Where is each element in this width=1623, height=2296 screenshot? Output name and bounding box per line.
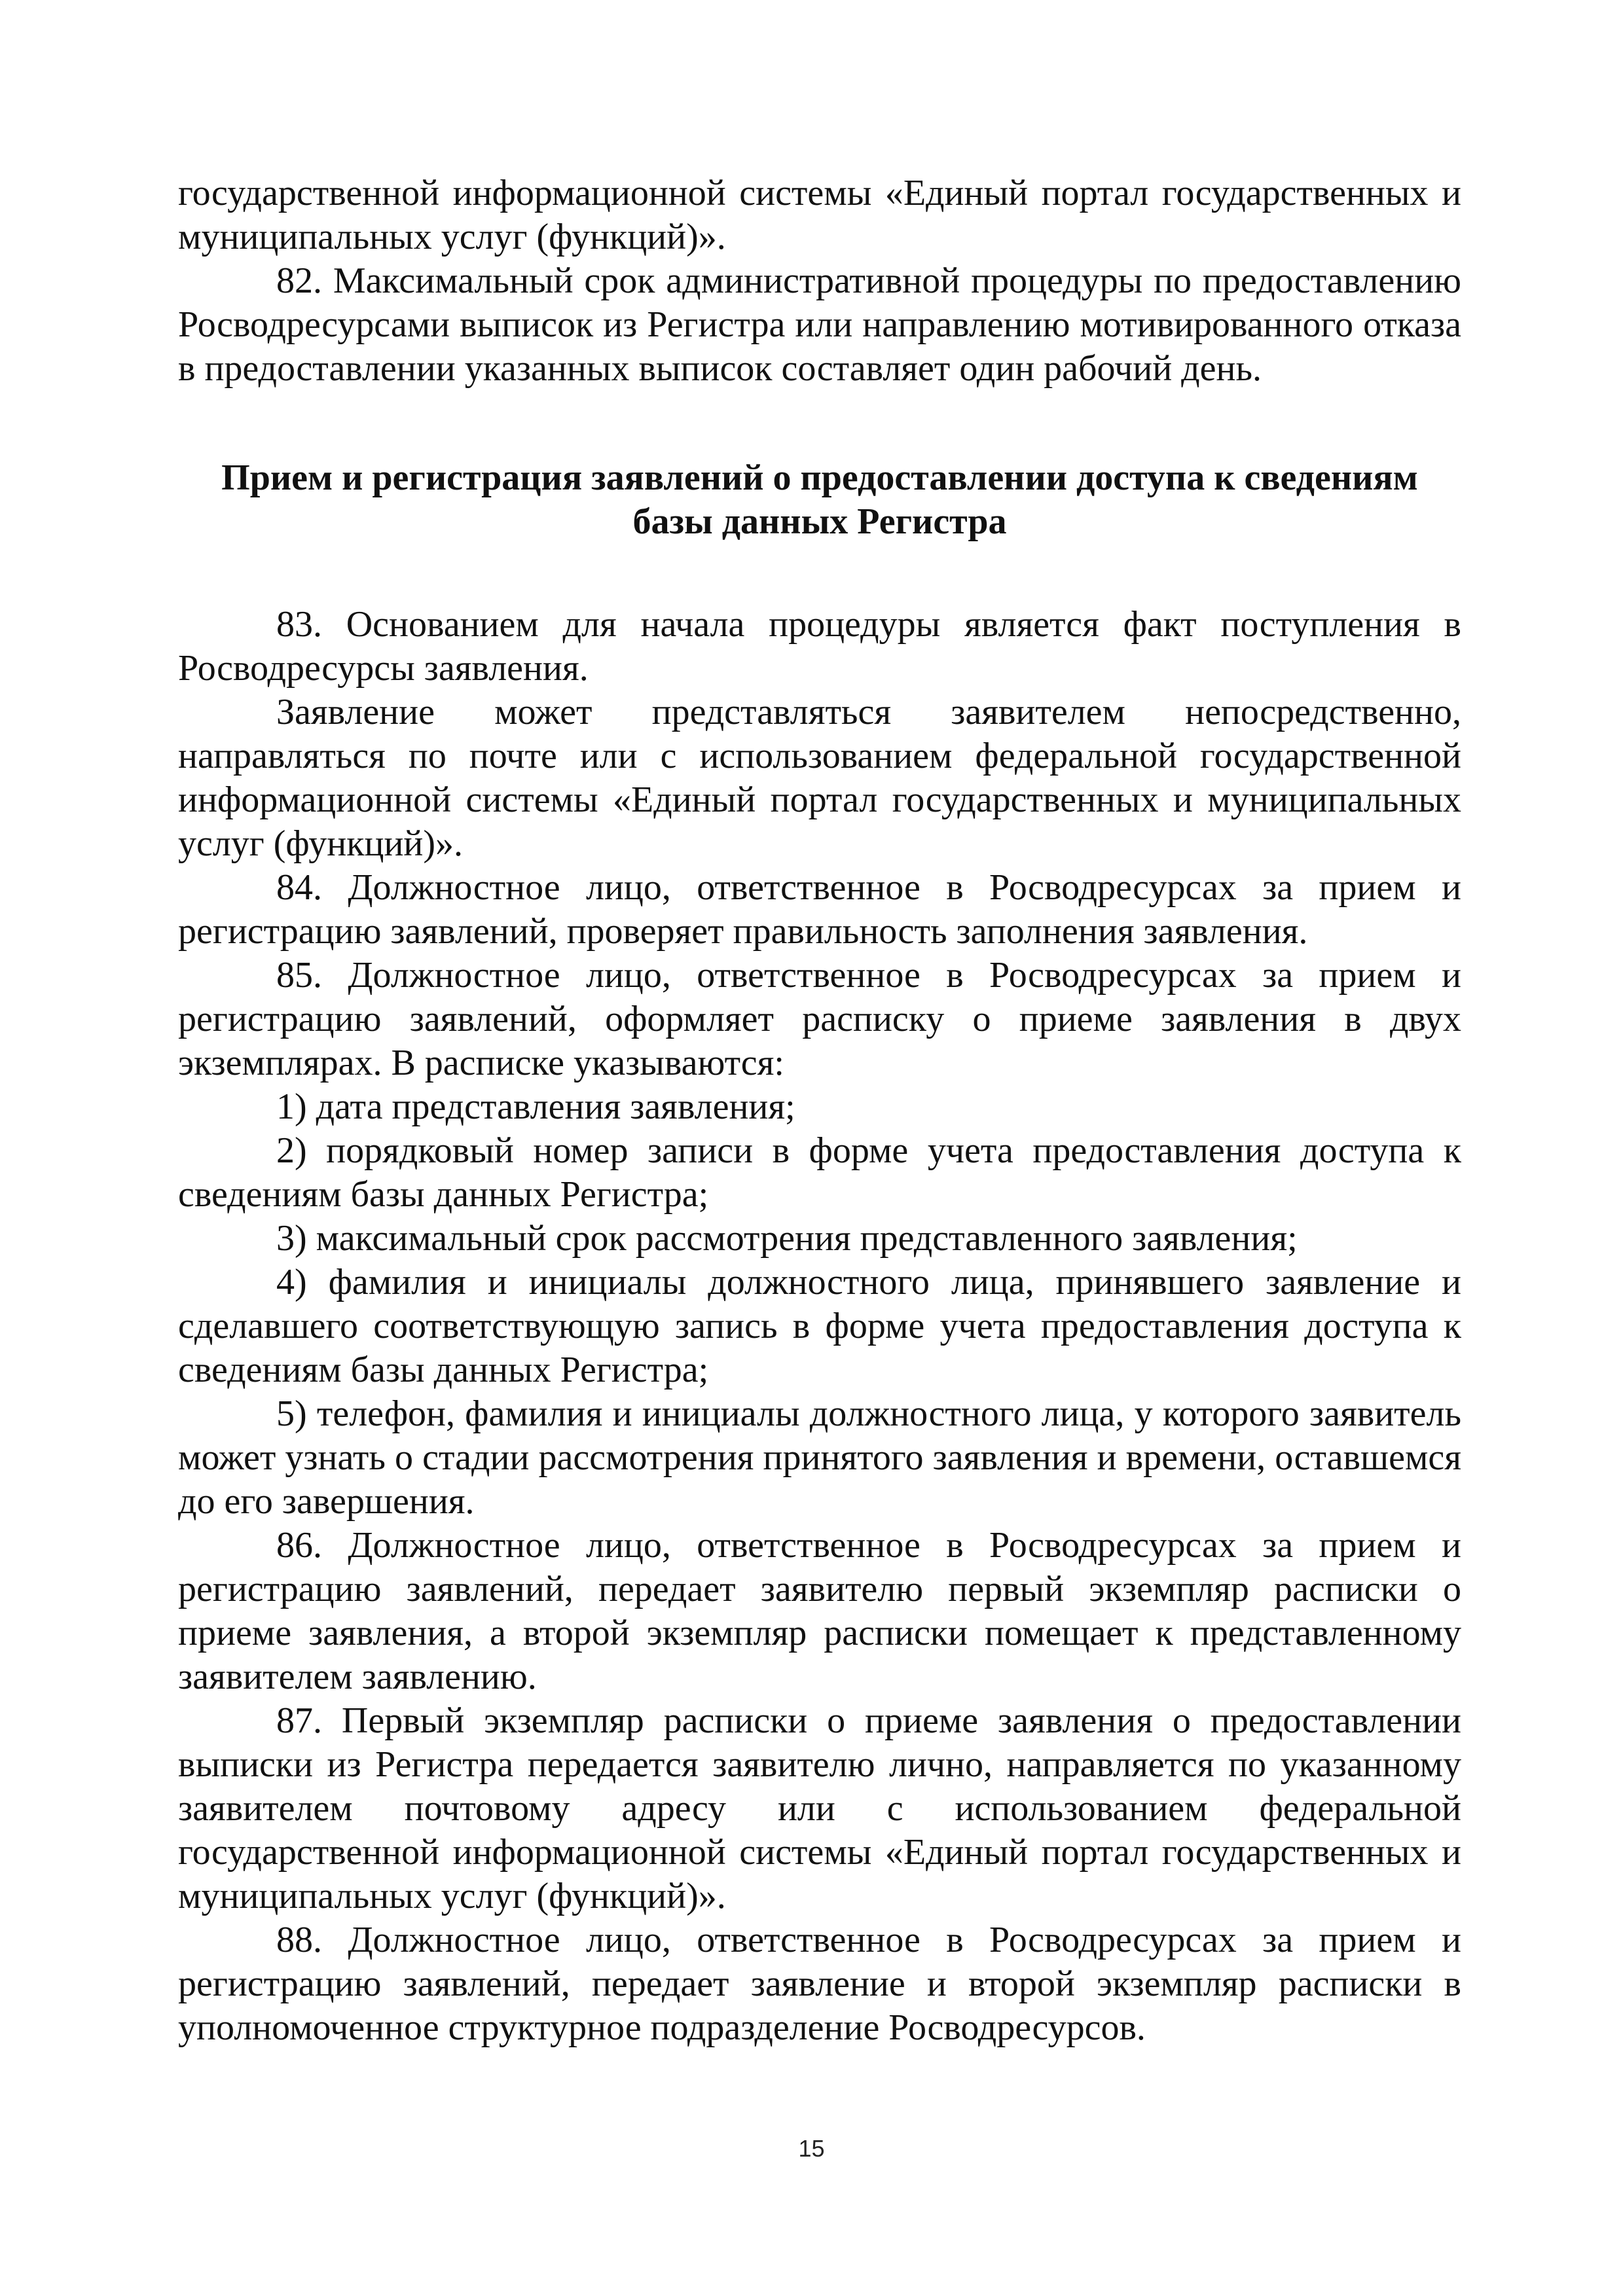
paragraph-88: 88. Должностное лицо, ответственное в Росводресурсах за прием и регистрацию заявлений, передает заявление и второй экземпляр расписки в уполномоченное структурное подразделение Росводресурсов. (178, 1920, 1461, 2048)
paragraph-continuation: государственной информационной системы «Единый портал государственных и муниципальных услуг (функций)». (178, 173, 1461, 257)
list-item-2: 2) порядковый номер записи в форме учета предоставления доступа к сведениям базы данных Регистра; (178, 1130, 1461, 1215)
paragraph-82: 82. Максимальный срок административной процедуры по предоставлению Росводресурсами выписок из Регистра или направлению мотивированного отказа в предоставлении указанных выписок составляет один рабочий день. (178, 260, 1461, 389)
top-paragraphs (178, 171, 1461, 391)
list-item-4: 4) фамилия и инициалы должностного лица, принявшего заявление и сделавшего соответствующую запись в форме учета предоставления доступа к сведениям базы данных Регистра; (178, 1262, 1461, 1390)
page-number: 15 (798, 2135, 825, 2162)
section-heading: Прием и регистрация заявлений о предоставлении доступа к сведениям базы данных Регистра (221, 457, 1418, 542)
list-item-3: 3) максимальный срок рассмотрения представленного заявления; (276, 1218, 1298, 1259)
list-item-5: 5) телефон, фамилия и инициалы должностного лица, у которого заявитель может узнать о стадии рассмотрения принятого заявления и времени, оставшемся до его завершения. (178, 1393, 1461, 1522)
paragraph-84: 84. Должностное лицо, ответственное в Росводресурсах за прием и регистрацию заявлений, проверяет правильность заполнения заявления. (178, 867, 1461, 952)
paragraph-85: 85. Должностное лицо, ответственное в Росводресурсах за прием и регистрацию заявлений, оформляет расписку о приеме заявления в двух экземплярах. В расписке указываются: (178, 955, 1461, 1083)
document-page (178, 171, 1461, 2050)
paragraph-87: 87. Первый экземпляр расписки о приеме заявления о предоставлении выписки из Регистра передается заявителю лично, направляется по указанному заявителем почтовому адресу или с использованием федеральной государственной информационной системы «Единый портал государственных и муниципальных услуг (функций)». (178, 1700, 1461, 1916)
paragraph-86: 86. Должностное лицо, ответственное в Росводресурсах за прием и регистрацию заявлений, передает заявителю первый экземпляр расписки о приеме заявления, а второй экземпляр расписки помещает к представленному заявителем заявлению. (178, 1525, 1461, 1697)
list-item-1: 1) дата представления заявления; (276, 1086, 795, 1127)
paragraph-83-application: Заявление может представляться заявителем непосредственно, направляться по почте или с использованием федеральной государственной информационной системы «Единый портал государственных и муниципальных услуг (функций)». (178, 692, 1461, 864)
main-paragraphs (178, 603, 1461, 2050)
paragraph-83: 83. Основанием для начала процедуры является факт поступления в Росводресурсы заявления. (178, 604, 1461, 689)
